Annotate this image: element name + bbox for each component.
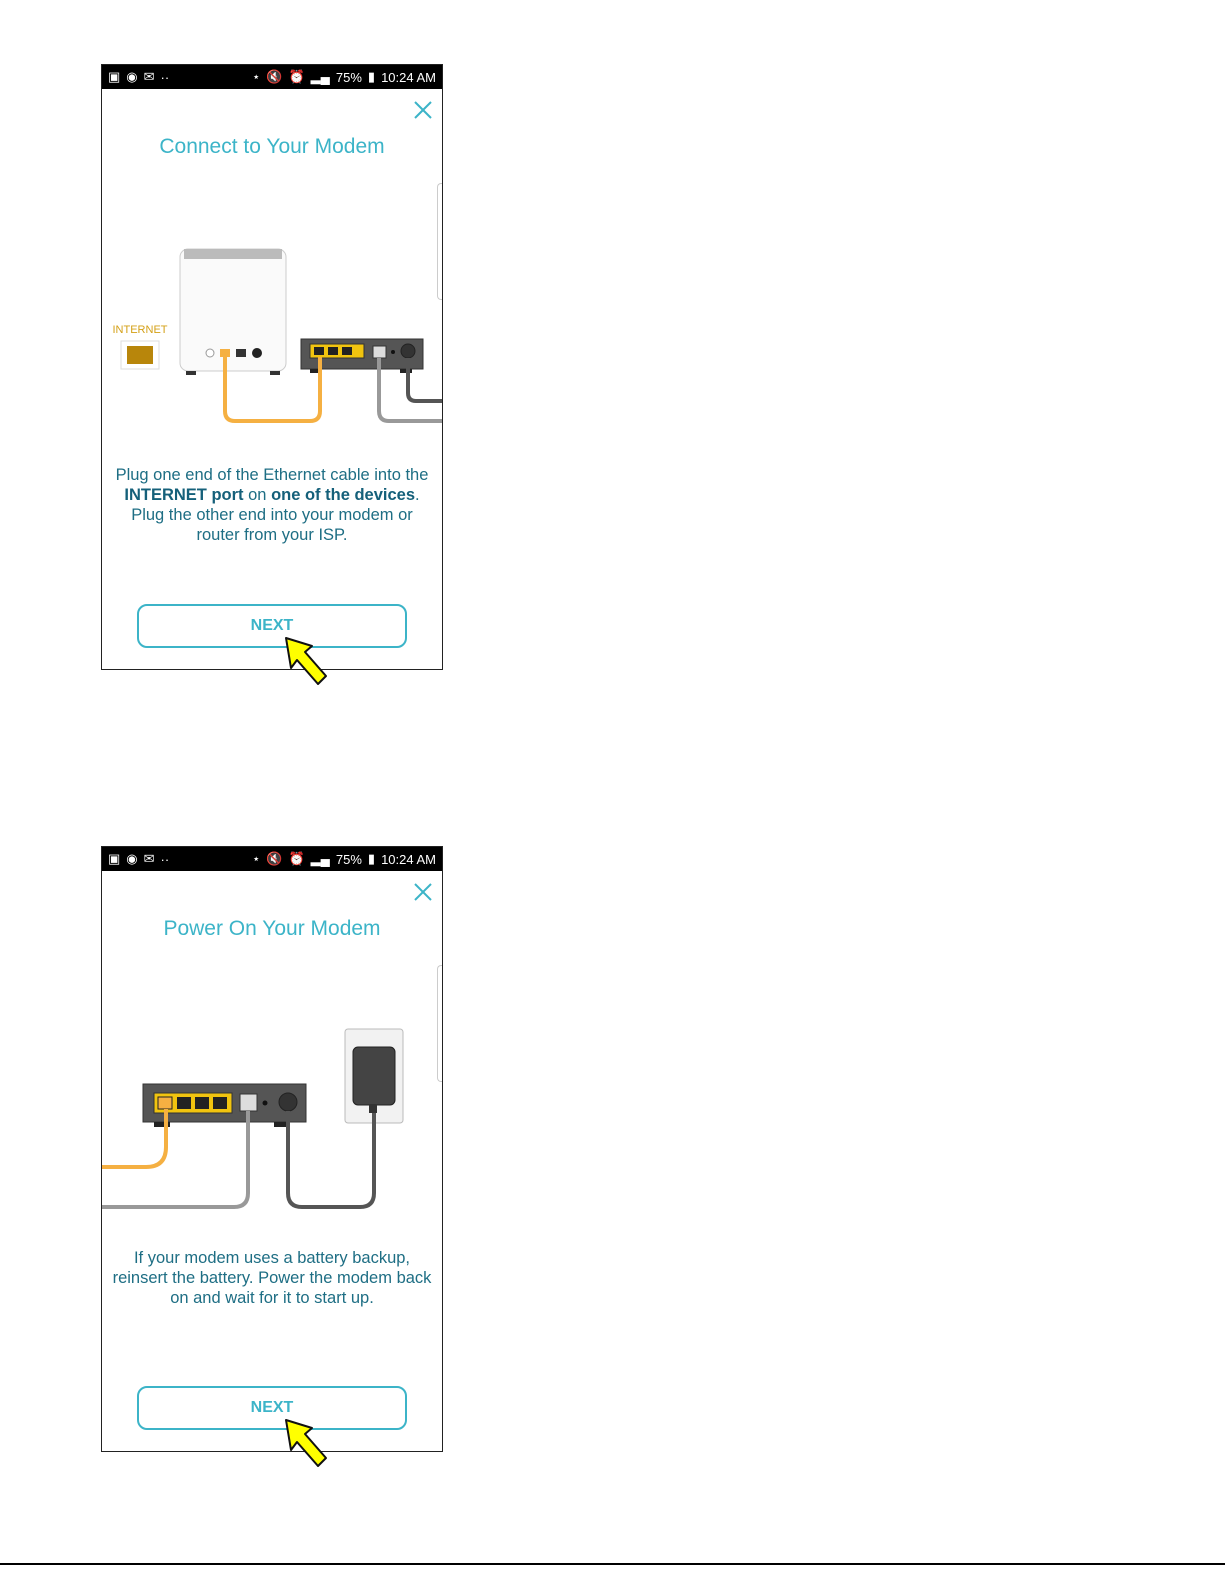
mail-icon: ✉ [143, 851, 155, 866]
phone-screen-connect-modem [101, 64, 443, 670]
clock-time: 10:24 AM [381, 69, 436, 85]
router-device [180, 249, 286, 371]
mail-icon: ✉ [143, 69, 155, 84]
alarm-icon: ⏰ [288, 851, 305, 866]
battery-percent: 75% [335, 851, 362, 867]
status-bar [102, 847, 442, 871]
close-icon[interactable] [412, 99, 434, 121]
signal-icon: ▂▄ [310, 851, 330, 866]
internet-label: INTERNET [112, 324, 168, 336]
page-footer-rule [0, 1563, 1225, 1565]
gallery-icon: ▣ [108, 851, 121, 866]
mute-icon: 🔇 [266, 69, 283, 84]
bluetooth-icon: ⋆ [252, 851, 261, 866]
battery-icon: ▮ [367, 69, 376, 84]
router-lan-port [236, 349, 246, 357]
pointer-arrow-icon [282, 1416, 342, 1476]
pointer-arrow-icon [282, 634, 342, 694]
phone-screen-power-modem [101, 846, 443, 1452]
connection-illustration [102, 215, 443, 455]
more-dots-icon: ·· [160, 851, 170, 867]
instruction-text: If your modem uses a battery backup, reinsert the battery. Power the modem back on and wait for it to start up. [112, 1249, 432, 1307]
gallery-icon: ▣ [108, 69, 121, 84]
bluetooth-icon: ⋆ [252, 69, 261, 84]
router-internet-port [220, 349, 230, 357]
modem-phone-port [373, 346, 386, 358]
mute-icon: 🔇 [266, 851, 283, 866]
messenger-icon: ◉ [126, 851, 138, 866]
alarm-icon: ⏰ [288, 69, 305, 84]
status-bar [102, 65, 442, 89]
next-button[interactable]: NEXT [137, 604, 407, 648]
modem-power-jack [279, 1093, 297, 1111]
messenger-icon: ◉ [126, 69, 138, 84]
router-reset [206, 349, 214, 357]
battery-percent: 75% [335, 69, 362, 85]
page-title: Power On Your Modem [163, 917, 381, 940]
router-power-jack [252, 348, 262, 358]
modem-power-jack [401, 344, 415, 358]
battery-icon: ▮ [367, 851, 376, 866]
modem-phone-port [240, 1094, 257, 1111]
page-title: Connect to Your Modem [159, 135, 385, 158]
internet-port-fill [127, 346, 153, 364]
clock-time: 10:24 AM [381, 851, 436, 867]
signal-icon: ▂▄ [310, 69, 330, 84]
power-illustration [102, 997, 443, 1217]
instruction-text: Plug one end of the Ethernet cable into the INTERNET port on one of the devices. Plug the other end into your modem or router from your ISP. [115, 466, 429, 544]
power-cable [288, 1111, 374, 1207]
router-vent [184, 249, 282, 259]
next-button[interactable]: NEXT [137, 1386, 407, 1430]
close-icon[interactable] [412, 881, 434, 903]
phone-cable [102, 1111, 248, 1207]
power-adapter [353, 1047, 395, 1105]
more-dots-icon: ·· [160, 69, 170, 85]
